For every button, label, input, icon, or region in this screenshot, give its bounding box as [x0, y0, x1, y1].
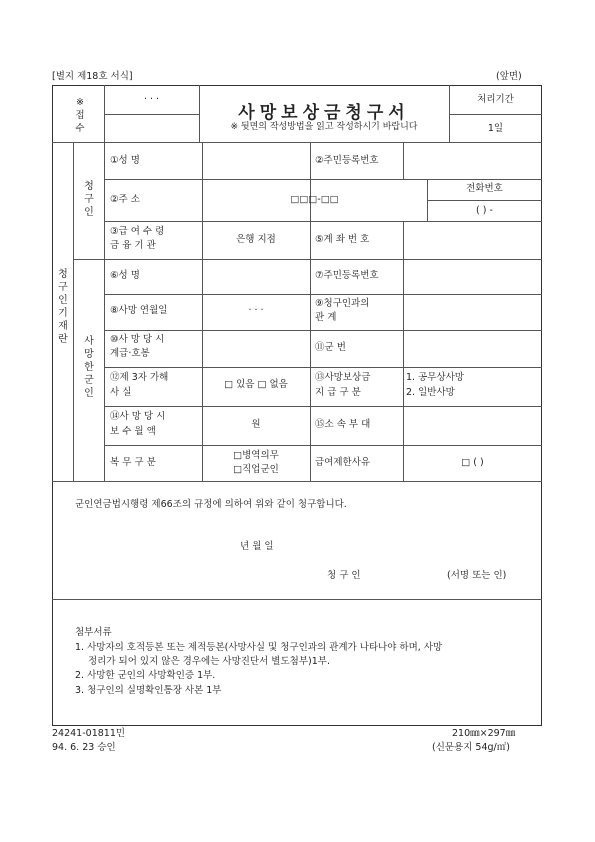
salary-label-2: 보 수 월 액: [110, 426, 156, 437]
form-number: [별지 제18호 서식]: [52, 71, 133, 82]
attachment-item-2: 2. 사망한 군인의 사망확인증 1부.: [75, 670, 216, 681]
receipt-date: · · ·: [143, 94, 160, 105]
declaration-date: 년 월 일: [240, 541, 274, 552]
restriction-label: 급여제한사유: [315, 457, 371, 468]
paper-size: 210㎜×297㎜: [452, 728, 516, 739]
deceased-name-label: ⑥성 명: [110, 270, 140, 281]
paper-type: (신문용지 54g/㎡): [432, 742, 510, 753]
bank-label-1: ③급 여 수 령: [110, 226, 165, 237]
deceased-rrn-label: ⑦주민등록번호: [315, 270, 379, 281]
third-party-label-2: 사 실: [110, 387, 132, 398]
service-option-career[interactable]: □직업군인: [233, 464, 279, 475]
attachment-item-1-cont: 정리가 되어 있지 않은 경우에는 사망진단서 별도첨부)1부.: [88, 656, 330, 667]
third-party-options[interactable]: □ 있음 □ 없음: [224, 379, 288, 390]
rank-label-1: ⑩사 망 당 시: [110, 334, 165, 345]
death-date-value: · · ·: [248, 305, 264, 316]
attachment-item-3: 3. 청구인의 실명확인통장 사본 1부: [75, 685, 222, 696]
signature-hint: (서명 또는 인): [447, 570, 507, 581]
claimant-address-label: ②주 소: [110, 194, 140, 205]
service-type-label: 복 무 구 분: [110, 457, 156, 468]
rank-label-2: 계급·호봉: [110, 348, 150, 359]
claimant-section-label: 청 구 인 기 재 란: [58, 269, 68, 345]
death-date-label: ⑧사망 연월일: [110, 305, 168, 316]
service-option-conscript[interactable]: □병역의무: [233, 450, 279, 461]
category-label-2: 지 급 구 분: [315, 387, 361, 398]
form-title: 사망보상금청구서: [238, 103, 410, 123]
phone-label: 전화번호: [466, 183, 503, 194]
attachment-item-1: 1. 사망자의 호적등본 또는 제적등본(사망사실 및 청구인과의 관계가 나타나야 하며, 사망: [75, 642, 443, 653]
claimant-name-label: ①성 명: [110, 155, 140, 166]
relation-label-1: ⑨청구인과의: [315, 298, 370, 309]
unit-label: ⑮소 속 부 대: [315, 419, 371, 430]
salary-unit: 원: [251, 419, 261, 430]
category-label-1: ⑬사망보상금: [315, 372, 371, 383]
relation-label-2: 관 계: [315, 312, 337, 323]
category-option-general[interactable]: 2. 일반사망: [406, 387, 455, 398]
claimant-group-label: 청 구 인: [84, 181, 94, 218]
bank-label-2: 금 융 기 관: [110, 240, 156, 251]
processing-period-label: 처리기간: [477, 94, 514, 105]
deceased-group-label: 사 망 한 군 인: [84, 336, 94, 399]
instructions-note: ※ 뒷면의 작성방법을 읽고 작성하시기 바랍니다: [230, 122, 418, 132]
receipt-label: ※ 접 수: [75, 97, 85, 134]
category-option-official[interactable]: 1. 공무상사망: [406, 372, 464, 383]
claimant-signature-label: 청 구 인: [327, 570, 361, 581]
salary-label-1: ⑭사 망 당 시: [110, 411, 166, 422]
page-side-label: (앞면): [496, 71, 522, 82]
service-number-label: ⑪군 번: [315, 342, 346, 353]
third-party-label-1: ⑫제 3자 가해: [110, 372, 169, 383]
claimant-rrn-label: ②주민등록번호: [315, 155, 379, 166]
postcode-boxes: □□□-□□: [290, 194, 339, 205]
approval-date: 94. 6. 23 승인: [52, 742, 116, 753]
restriction-value[interactable]: □ ( ): [461, 457, 484, 468]
declaration-text: 군인연금법시행령 제66조의 규정에 의하여 위와 같이 청구합니다.: [75, 499, 347, 510]
attachments-title: 첨부서류: [75, 627, 112, 638]
phone-value: ( ) -: [476, 205, 493, 216]
account-label: ⑤계 좌 번 호: [315, 234, 370, 245]
processing-period-value: 1일: [487, 123, 504, 134]
form-code: 24241-01811민: [52, 728, 126, 739]
bank-value: 은행 지점: [236, 234, 276, 245]
